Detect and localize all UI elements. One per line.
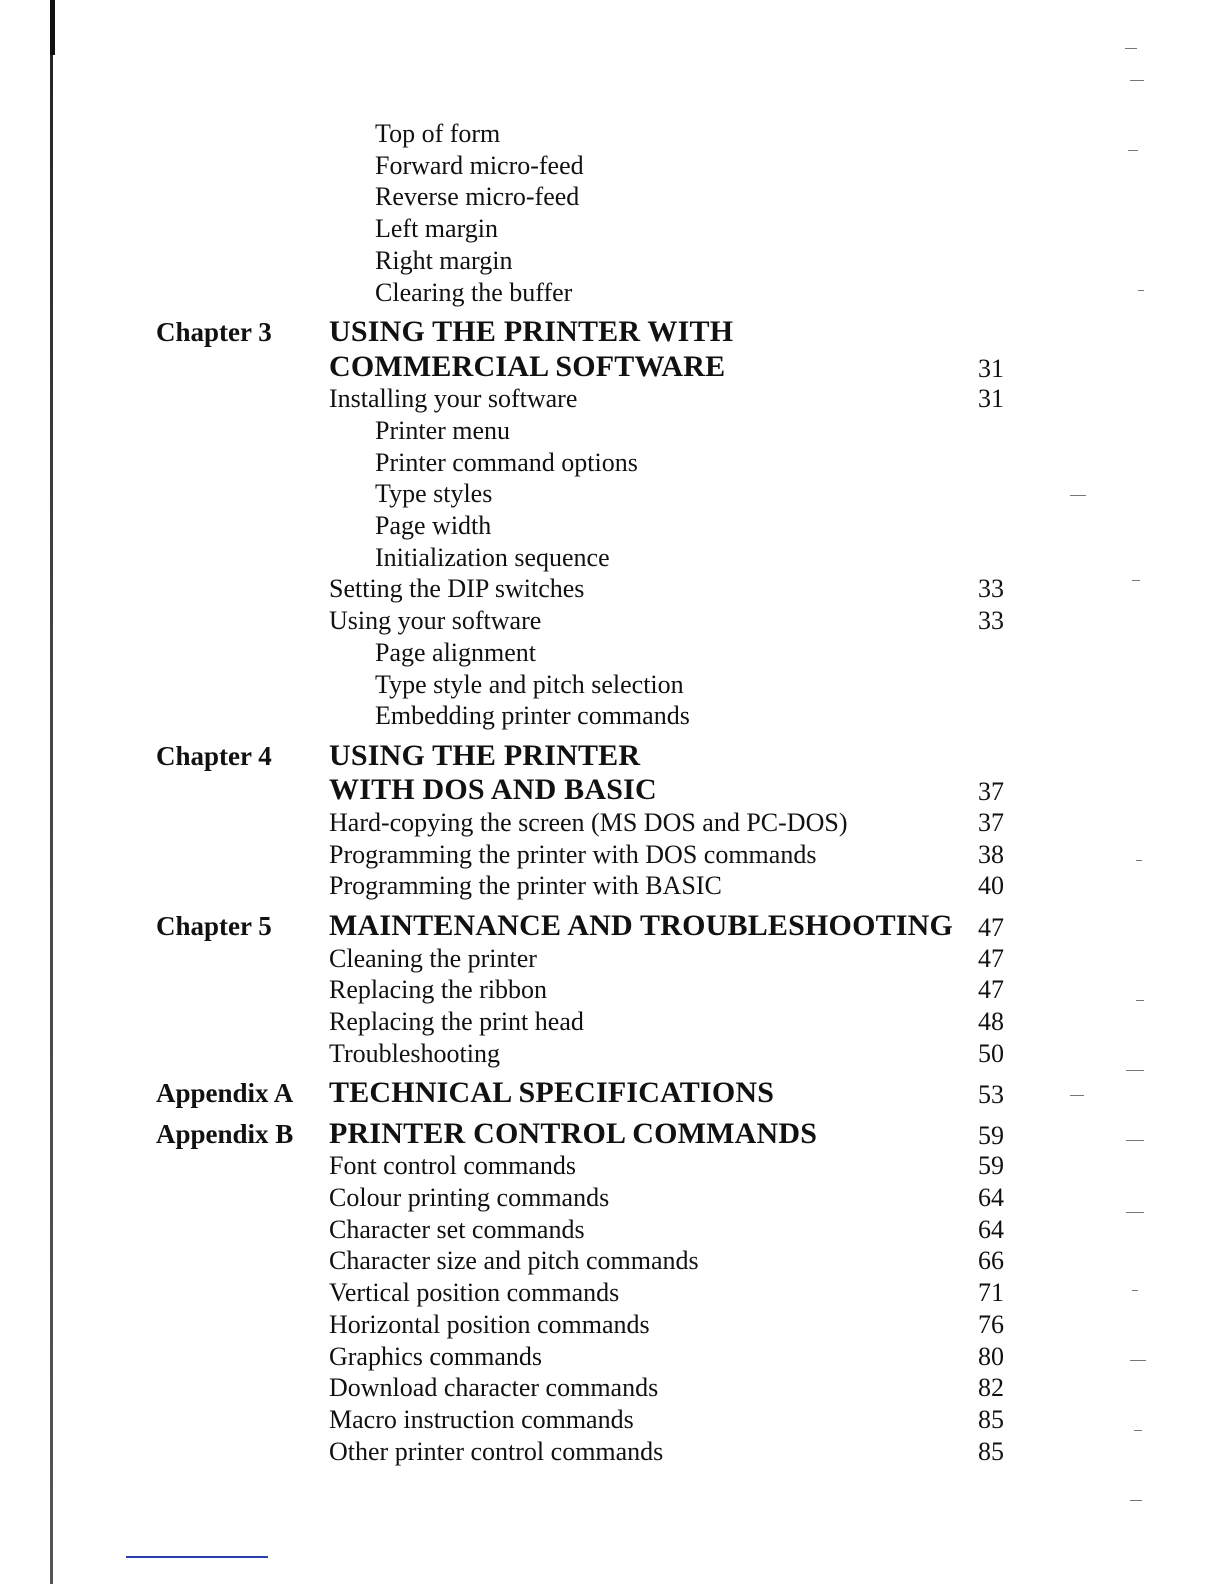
toc-page-number: 76: [978, 1309, 1004, 1339]
chapter-page-number: 53: [978, 1080, 1004, 1110]
toc-section-title: Character size and pitch commands: [329, 1246, 699, 1276]
toc-page-number: 80: [978, 1341, 1004, 1371]
toc-page-number: 38: [978, 839, 1004, 869]
chapter-label: Chapter 4: [156, 740, 272, 771]
toc-subsection-title: Top of form: [375, 119, 501, 148]
chapter-page-number: 37: [978, 777, 1004, 807]
toc-page-number: 48: [978, 1006, 1004, 1036]
chapter-title-line: COMMERCIAL SOFTWARE: [329, 349, 726, 383]
toc-section-title: Cleaning the printer: [329, 943, 537, 973]
toc-subsection-title: Type styles: [375, 479, 493, 509]
toc-page-number: 31: [978, 384, 1004, 414]
toc-subsection-title: Clearing the buffer: [375, 277, 573, 307]
toc-subsection-title: Page alignment: [375, 637, 537, 667]
chapter-label: Appendix B: [156, 1118, 294, 1149]
chapter-label: Chapter 3: [156, 317, 272, 348]
toc-subsection-title: Embedding printer commands: [375, 701, 690, 731]
chapter-title-line: USING THE PRINTER: [329, 738, 641, 772]
toc-page-number: 64: [978, 1183, 1004, 1212]
toc-page-number: 33: [978, 574, 1004, 604]
toc-page-number: 50: [978, 1038, 1004, 1068]
toc-section-title: Setting the DIP switches: [329, 574, 585, 604]
chapter-page-number: 31: [978, 353, 1004, 383]
toc-section-title: Troubleshooting: [329, 1038, 500, 1068]
toc-section-title: Character set commands: [329, 1214, 585, 1244]
toc-section-title: Horizontal position commands: [329, 1309, 650, 1339]
toc-subsection-title: Type style and pitch selection: [375, 669, 684, 699]
toc-subsection-title: Right margin: [375, 245, 513, 275]
toc-page-number: 33: [978, 606, 1004, 636]
toc-section-title: Download character commands: [329, 1373, 659, 1403]
toc-page-number: 47: [978, 943, 1004, 973]
chapter-title-line: PRINTER CONTROL COMMANDS: [329, 1116, 818, 1150]
toc-page-number: 47: [978, 975, 1004, 1005]
toc-section-title: Other printer control commands: [329, 1436, 664, 1466]
toc-section-title: Graphics commands: [329, 1341, 543, 1371]
toc-subsection-title: Left margin: [375, 214, 498, 244]
toc-page-number: 66: [978, 1246, 1004, 1276]
chapter-title-line: MAINTENANCE AND TROUBLESHOOTING: [329, 909, 954, 942]
chapter-label: Chapter 5: [156, 911, 272, 941]
toc-section-title: Vertical position commands: [329, 1278, 620, 1308]
toc-subsection-title: Printer menu: [375, 415, 511, 445]
toc-section-title: Font control commands: [329, 1151, 576, 1181]
toc-subsection-title: Forward micro-feed: [375, 150, 584, 180]
toc-page-number: 40: [978, 871, 1004, 901]
chapter-title-line: USING THE PRINTER WITH: [329, 315, 734, 349]
chapter-title-line: TECHNICAL SPECIFICATIONS: [329, 1076, 775, 1110]
toc-section-title: Programming the printer with DOS commands: [329, 839, 817, 869]
chapter-page-number: 47: [978, 913, 1004, 942]
toc-subsection-title: Printer command options: [375, 447, 638, 477]
toc-section-title: Programming the printer with BASIC: [329, 871, 722, 901]
toc-page-number: 71: [978, 1278, 1004, 1308]
footer-rule: [126, 1556, 268, 1558]
toc-section-title: Hard-copying the screen (MS DOS and PC-DOS): [329, 807, 848, 837]
toc-subsection-title: Page width: [375, 511, 492, 540]
toc-subsection-title: Reverse micro-feed: [375, 182, 580, 212]
toc-section-title: Replacing the ribbon: [329, 975, 548, 1005]
chapter-label: Appendix A: [156, 1078, 294, 1109]
toc-page-number: 85: [978, 1404, 1004, 1434]
toc-section-title: Using your software: [329, 606, 542, 636]
toc-page-number: 85: [978, 1436, 1004, 1466]
toc-section-title: Macro instruction commands: [329, 1404, 634, 1434]
toc-section-title: Installing your software: [329, 384, 578, 414]
chapter-title-line: WITH DOS AND BASIC: [329, 773, 657, 807]
toc-page-number: 82: [978, 1373, 1004, 1403]
toc-section-title: Replacing the print head: [329, 1006, 584, 1036]
toc-page-number: 37: [978, 807, 1004, 837]
toc-page-number: 64: [978, 1214, 1004, 1244]
toc-subsection-title: Initialization sequence: [375, 542, 610, 572]
toc-section-title: Colour printing commands: [329, 1183, 610, 1212]
chapter-page-number: 59: [978, 1120, 1004, 1150]
toc-page-number: 59: [978, 1151, 1004, 1181]
